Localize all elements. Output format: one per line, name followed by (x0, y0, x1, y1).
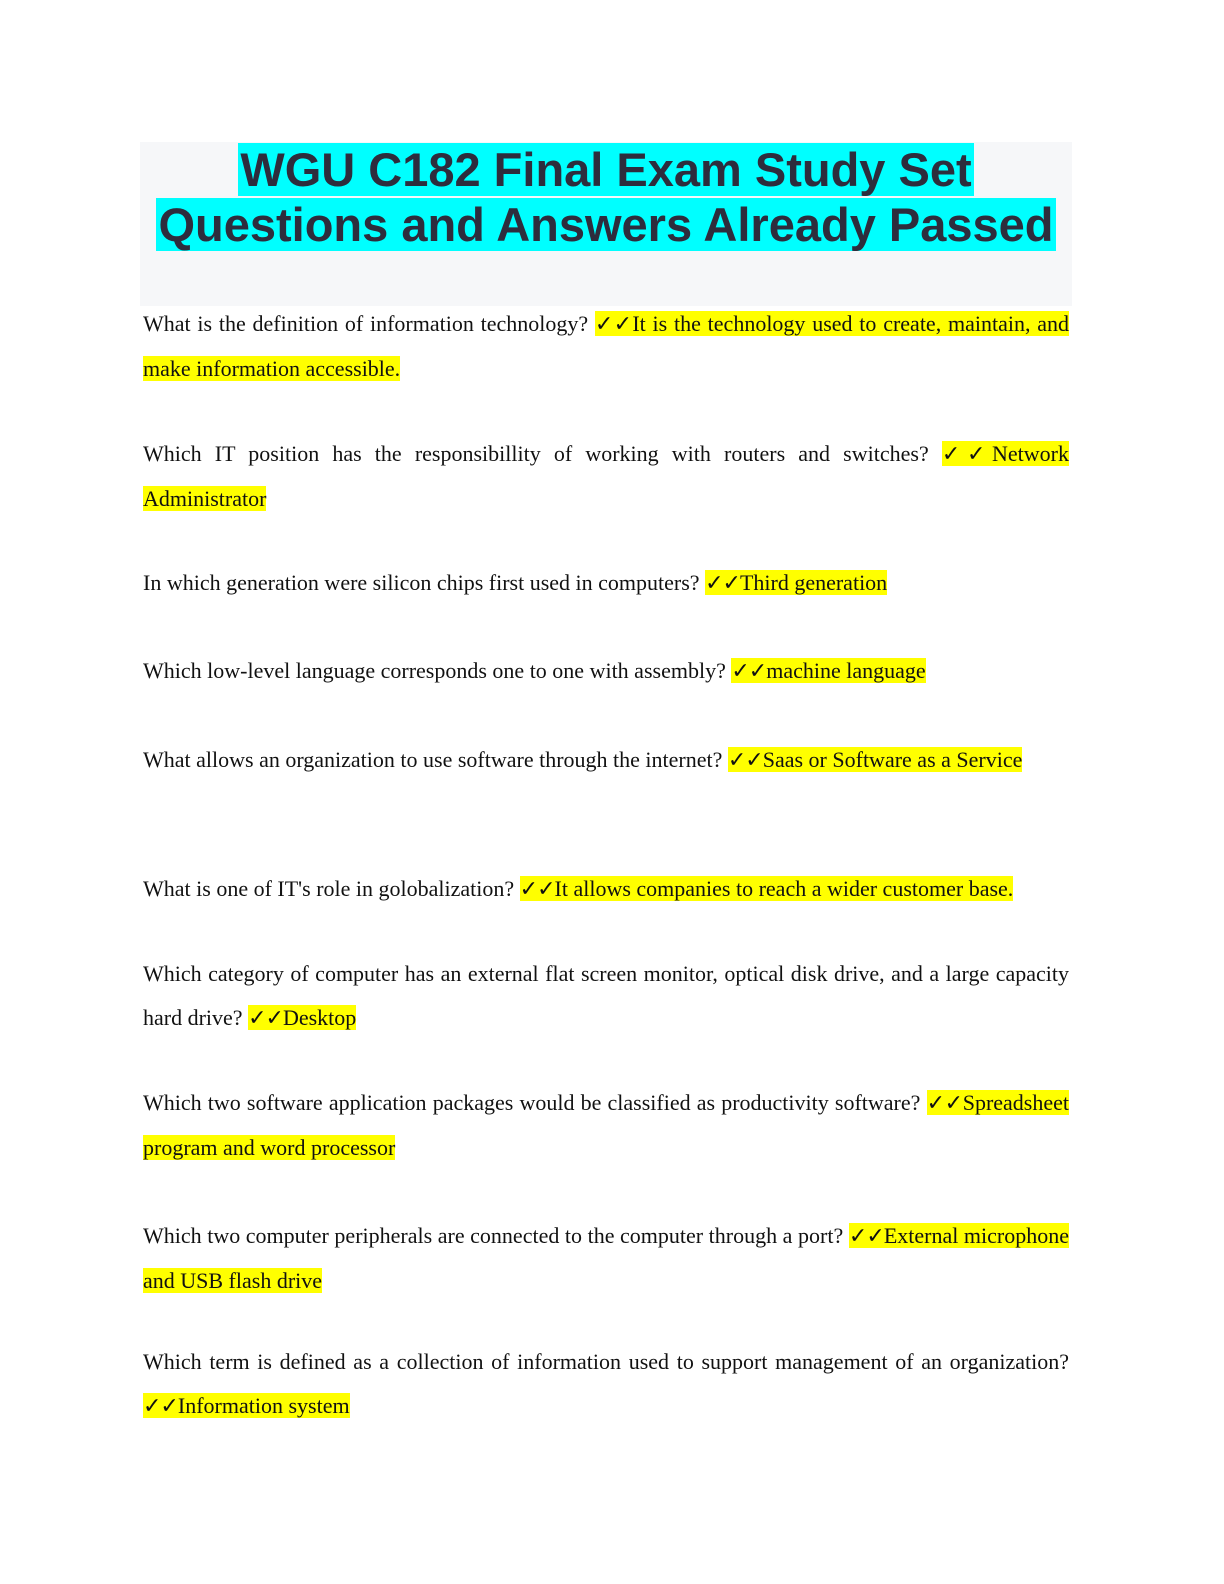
answer-highlight (731, 658, 925, 683)
answer-highlight (143, 1393, 350, 1418)
answer-text: Third generation (739, 570, 888, 595)
check-icon: ✓✓ (248, 1006, 283, 1031)
check-icon: ✓✓ (143, 1394, 178, 1419)
question-text: Which IT position has the responsibillity of working with routers and switches? (143, 441, 929, 466)
check-icon: ✓✓ (594, 312, 633, 337)
answer-text: External microphone and USB flash drive (143, 1223, 1069, 1293)
answer-text: machine language (766, 658, 926, 683)
check-icon: ✓✓ (705, 571, 740, 596)
qa-item-10 (143, 1340, 1069, 1429)
answer-highlight (248, 1005, 356, 1030)
answer-text: Network Administrator (143, 441, 1070, 511)
question-text: Which category of computer has an external flat screen monitor, optical disk drive, and a large capacity hard drive? (143, 961, 1069, 1030)
answer-text: It is the technology used to create, maintain, and make information accessible. (143, 311, 1070, 381)
check-icon: ✓✓ (941, 442, 993, 467)
answer-highlight (520, 876, 1014, 901)
question-text: What allows an organization to use software through the internet? (143, 747, 723, 772)
qa-item-1 (143, 302, 1069, 391)
question-text: Which two computer peripherals are connected to the computer through a port? (143, 1223, 844, 1248)
qa-item-9 (143, 1214, 1069, 1303)
check-icon: ✓✓ (519, 877, 555, 902)
answer-highlight (728, 747, 1023, 772)
question-text: Which two software application packages would be classified as productivity software? (143, 1090, 921, 1115)
check-icon: ✓✓ (848, 1224, 884, 1249)
answer-text: Desktop (282, 1005, 357, 1030)
question-text: What is one of IT's role in golobalization? (143, 876, 515, 901)
check-icon: ✓✓ (731, 659, 767, 684)
question-text: What is the definition of information technology? (143, 311, 589, 336)
answer-text: Information system (177, 1393, 350, 1418)
page-title-line-1: WGU C182 Final Exam Study Set (240, 143, 972, 196)
answer-text: It allows companies to reach a wider customer base. (554, 876, 1014, 901)
title-banner (140, 142, 1072, 306)
answer-text: Saas or Software as a Service (762, 747, 1023, 772)
qa-item-7 (143, 952, 1069, 1041)
qa-item-4 (143, 649, 1069, 694)
qa-item-5 (143, 738, 1069, 783)
page-title-line-2: Questions and Answers Already Passed (158, 198, 1054, 251)
question-text: Which low-level language corresponds one to one with assembly? (143, 658, 726, 683)
check-icon: ✓✓ (727, 748, 763, 773)
qa-item-8 (143, 1081, 1069, 1170)
answer-highlight (705, 570, 887, 595)
qa-item-2 (143, 432, 1069, 521)
qa-item-6 (143, 867, 1069, 912)
check-icon: ✓✓ (926, 1091, 963, 1116)
question-text: Which term is defined as a collection of information used to support management of an organization? (143, 1349, 1069, 1374)
question-text: In which generation were silicon chips first used in computers? (143, 570, 700, 595)
qa-item-3 (143, 561, 1069, 606)
answer-text: Spreadsheet program and word processor (143, 1090, 1070, 1160)
